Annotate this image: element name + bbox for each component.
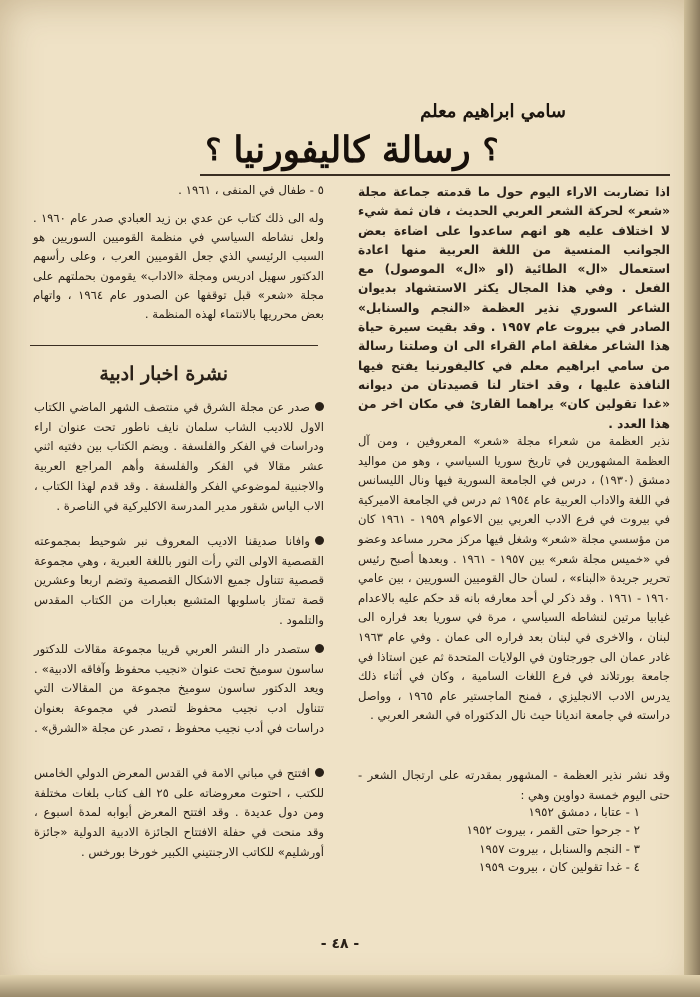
news-item-text: افتتح في مباني الامة في القدس المعرض الدولي الخامس للكتب ، احتوت معروضاته على ٢٥ الف كتاب بلغات مختلفة ومن دول عديدة . وقد افتتح المعرض أبوابه لمدة اسبوع ، وقد منحت في حفلة الافتتاح الجائزة الادبية الدولية «جائزة أورشليم» للكاتب الارجنتيني الكبير خورخا بورخس . [34,766,324,859]
bullet-icon [315,402,324,411]
bullet-icon [315,644,324,653]
article-continuation: وله الى ذلك كتاب عن عدي بن زيد العبادي صدر عام ١٩٦٠ . ولعل نشاطه السياسي في منظمة القوميين السوريين هو السبب الرئيسي الذي جعل القوميين العرب ، وعلى رأسهم الدكتور سهيل ادريس ومجلة «الاداب» يقومون بحملتهم على مجلة «شعر» قبل توقفها عن الصدور عام ١٩٦٤ ، واتهام بعض محرريها بالانتماء لهذه المنظمة . [33,211,325,322]
article-author: سامي ابراهيم معلم [420,101,566,122]
article-title: رسالة كاليفورنيا [233,129,471,171]
collection-item: ٤ - غدا تقولين كان ، بيروت ١٩٥٩ [478,860,640,875]
bullet-icon [315,536,324,545]
news-section-title: نشرة اخبار ادبية [99,363,228,385]
collection-item-5: ٥ - طفال في المنفى ، ١٩٦١ . [178,183,324,197]
collection-item: ٣ - النجم والسنابل ، بيروت ١٩٥٧ [479,841,640,856]
title-question-mark-right: ؟ [482,132,499,168]
bullet-icon [315,768,324,777]
news-item [34,532,324,631]
collection-item: ٢ - جرحوا حتى القمر ، بيروت ١٩٥٢ [466,823,640,838]
news-item [34,398,324,516]
news-item-text: ستصدر دار النشر العربي قريبا مجموعة مقالات للدكتور ساسون سوميخ تحت عنوان «نجيب محفوظ وآفاقه الادبية» . ويعد الدكتور ساسون سوميخ مجموعة من المقالات التي تتناول ادب نجيب محفوظ لتصدر في مجموعة بعنوان دراسات في أدب نجيب محفوظ ، تصدر عن مجلة «الشرق» . [34,642,324,735]
section-divider [30,345,318,346]
article-poetry-intro: وقد نشر نذير العظمة - المشهور بمقدرته على ارتجال الشعر - حتى اليوم خمسة دواوين وهي : [358,768,670,802]
news-item-text: وافانا صديقنا الاديب المعروف نبر شوحيط بمجموعته القصصية الاولى التي رأت النور باللغة العبرية ، وهي مجموعة قصصية تتناول جميع الاشكال القصصية وتضم اربعا وعشرين قصة تمتاز باسلوبها المتشبع بعبارات من الكتاب المقدس والتلمود . [34,534,324,627]
title-question-mark-left: ؟ [205,132,222,168]
poetry-collections-list [358,803,640,877]
page-edge-bottom [0,975,700,997]
article-intro: اذا تضاربت الاراء اليوم حول ما قدمته جماعة مجلة «شعر» لحركة الشعر العربي الحديث ، فان ثمة شيء لا اختلاف عليه هو انهم ساعدوا على اضاءة بعض الجوانب المنسية من اللغة العربية منها اعادة استعمال «ال» الطائية (او «ال» الموصول) مع الفعل . وفي هذا المجال يكثر الاستشهاد بديوان الشاعر السوري نذير العظمة «النجم والسنابل» الصادر في بيروت عام ١٩٥٧ . وقد بقيت سيرة حياة هذا الشاعر مغلقة امام القراء الى ان وصلتنا رسالة من سامي ابراهيم معلم في كاليفورنيا يفتح فيها النافذة عليها ، وقد اختار لنا قصيدتان من ديوانه «غدا تقولين كان» يراهما القارئ في مكان اخر من هذا العدد . [358,185,670,431]
news-item [34,764,324,863]
page-edge-right [684,0,700,997]
collection-item: ١ - عتابا ، دمشق ١٩٥٢ [528,805,640,819]
article-biography: نذير العظمة من شعراء مجلة «شعر» المعروفين ، ومن آل العظمة المشهورين في تاريخ سوريا السياسي ، وهو من مواليد دمشق (١٩٣٠) ، درس في الجامعة السورية فيها ونال الليسانس في اللغة والاداب العربية عام ١٩٥٤ ثم درس في الجامعة الاميركية في بيروت في فرع الادب العربي بين الاعوام ١٩٥٩ - ١٩٦١ كان من مؤسسي مجلة «شعر» وشغل فيها مركز محرر مساعد وعضو في «خميس مجلة شعر» بين ١٩٥٧ - ١٩٦١ . وبعدها أصبح رئيس تحرير جريدة «البناء» ، لسان حال القوميين السوريين ، بين عامي ١٩٦٠ - ١٩٦١ . وقد ذكر لي أحد معارفه بانه قد حكم عليه بالاعدام غيابيا مرتين لنشاطه السياسي ، مرة في سوريا بعد فراره الى لبنان ، والاخرى في لبنان بعد فراره الى عمان . وفي عام ١٩٦٣ غادر عمان الى جورجتاون في الولايات المتحدة ثم عين استاذا في جامعة بورتلاند في فرع اللغات السامية ، وكان في أثناء ذلك يدرس الادب الانجليزي ، فمنح الماجستير عام ١٩٦٥ ، وواصل دراسته في جامعة انديانا حيث نال الدكتوراه في الشعر العربي . [358,434,671,723]
news-item [34,640,324,739]
article-title-row [192,120,512,180]
page-number: - ٤٨ - [320,936,360,952]
news-item-text: صدر عن مجلة الشرق في منتصف الشهر الماضي الكتاب الاول للاديب الشاب سلمان نايف ناطور تحت عنوان اراء ودراسات في الفكر والفلسفة . ويضم الكتاب بين دفتيه اثني عشر مقالا في الفكر والفلسفة وأهم المراجع العربية والاجنبية لموضوعي الفكر والفلسفة . وقد قدم لهذا الكتاب ، الاب الياس شقور مدير المدرسة الاكليركية في الناصرة . [34,400,324,513]
title-divider [200,174,670,176]
